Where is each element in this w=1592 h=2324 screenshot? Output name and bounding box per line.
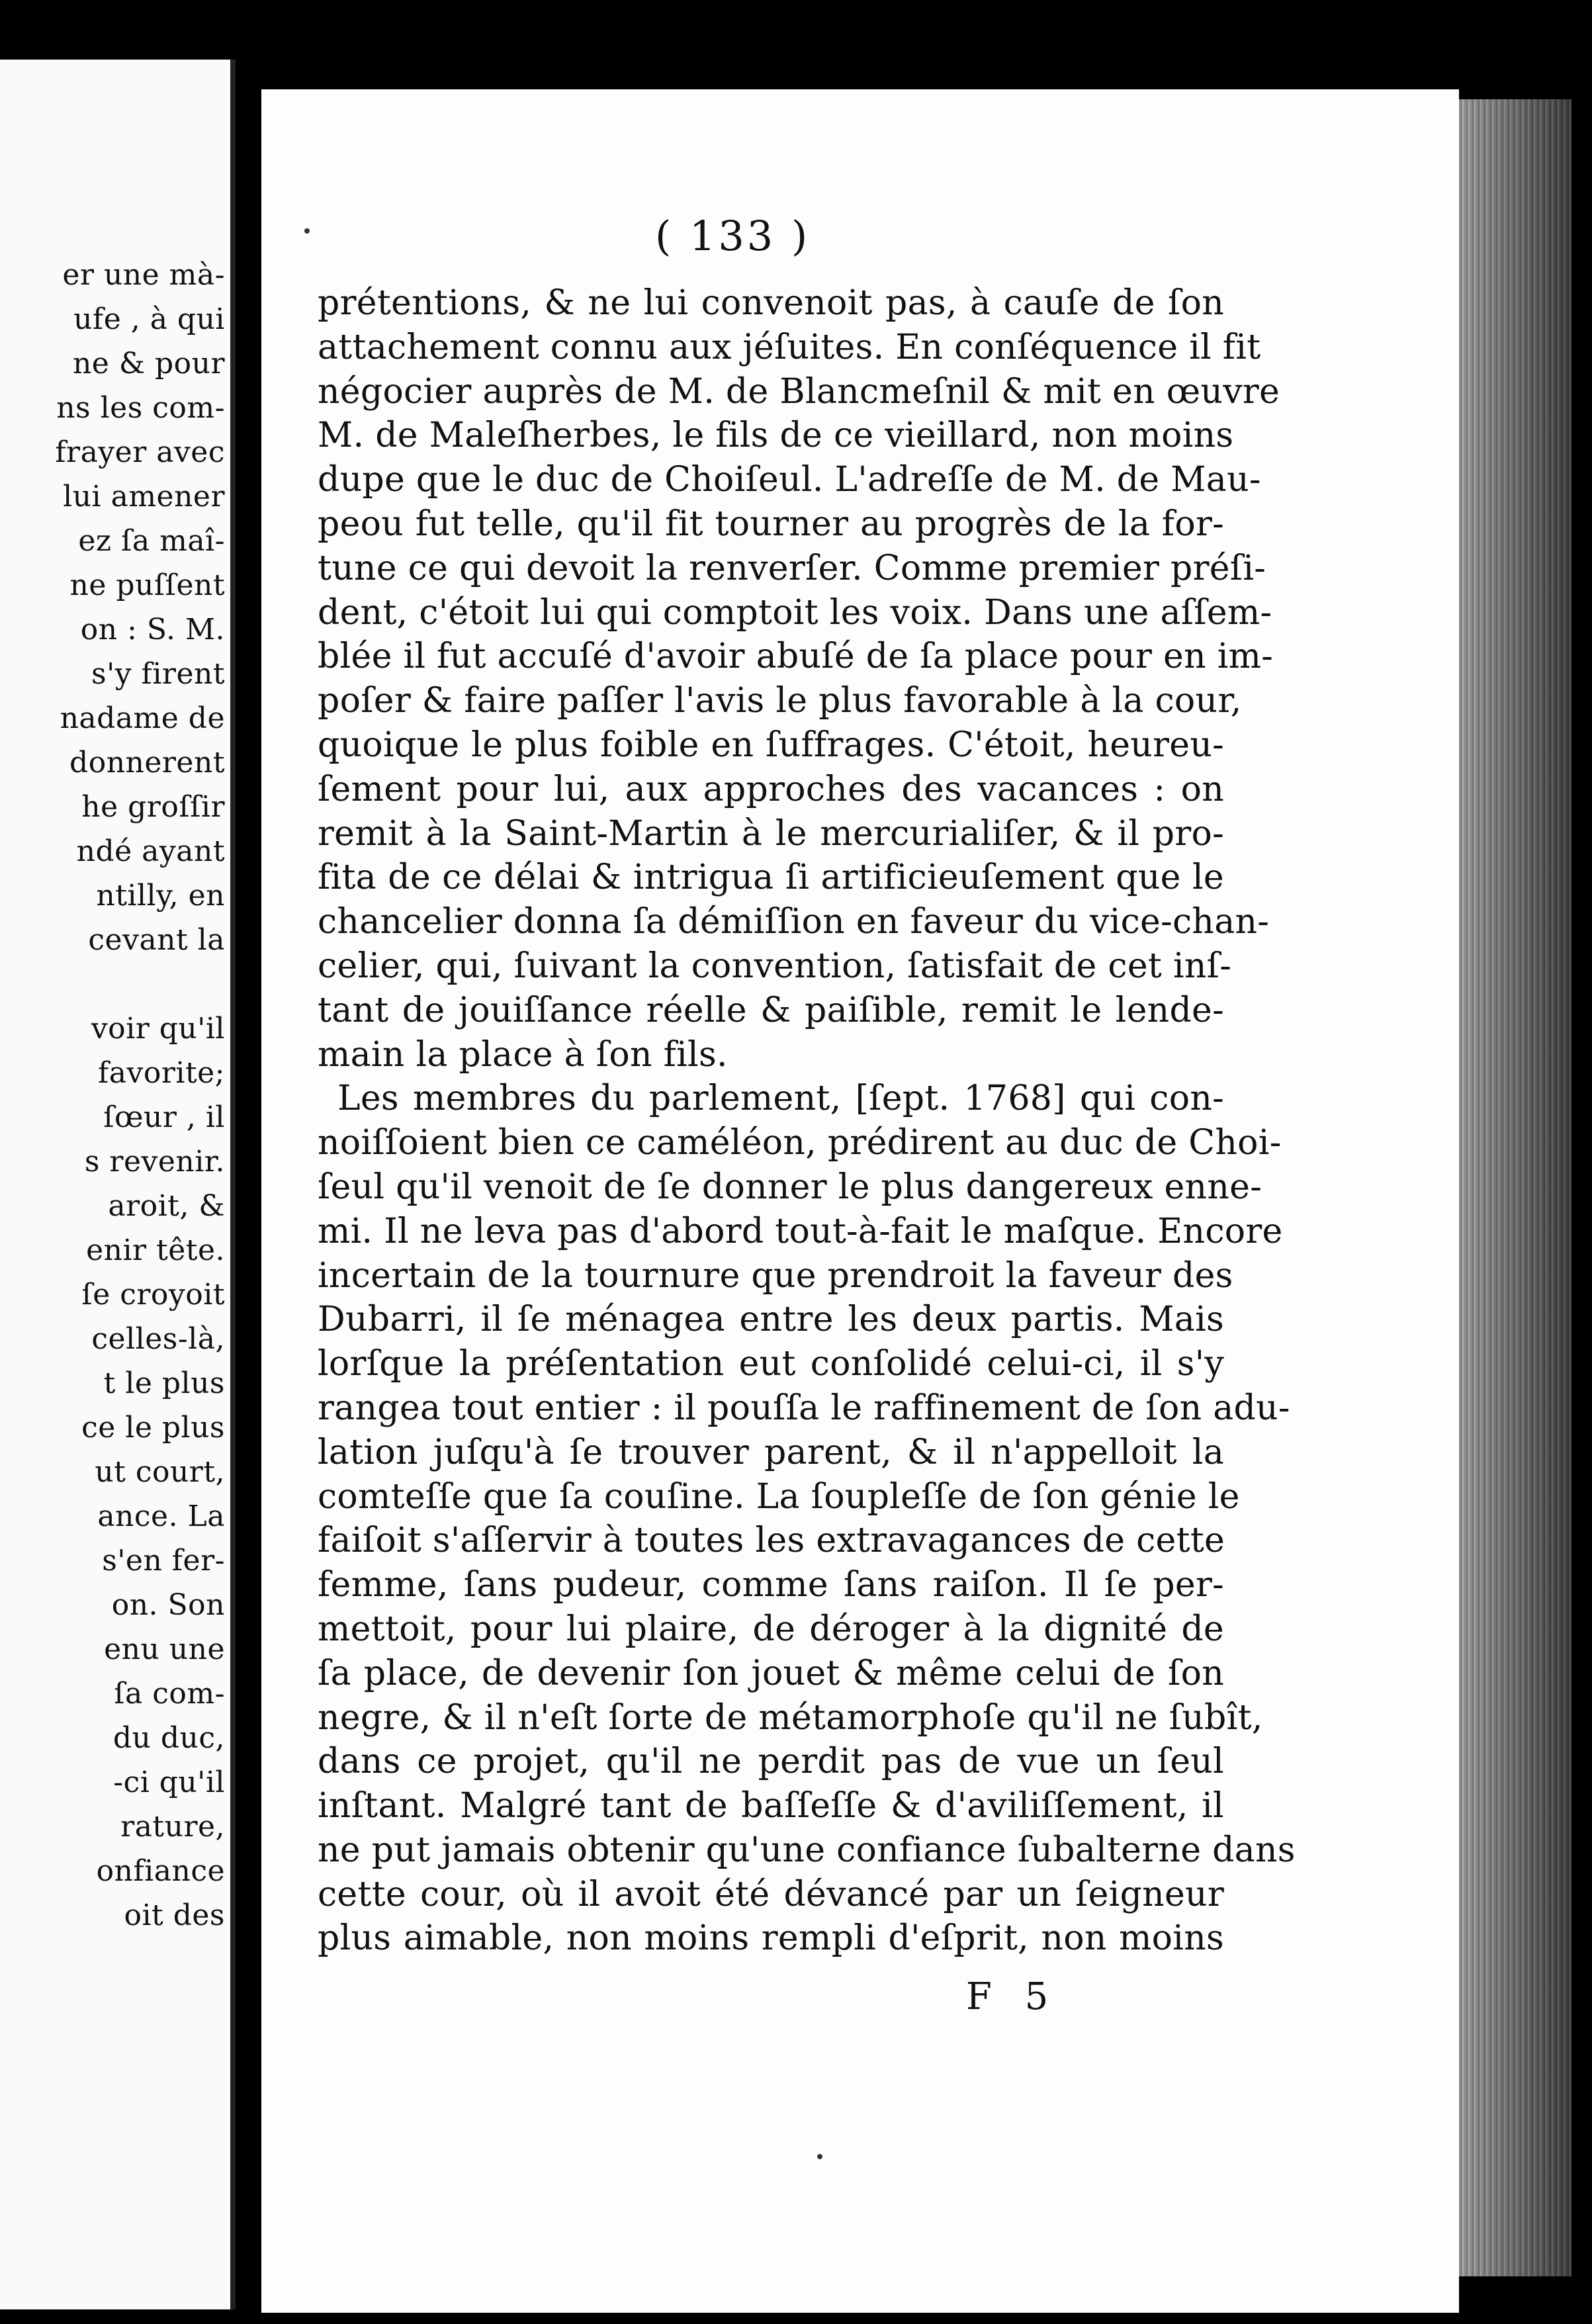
- text-line: femme, ſans pudeur, comme ſans raiſon. Il ſe per-: [318, 1565, 1224, 1605]
- facing-page-line: enu une: [104, 1632, 225, 1666]
- text-line: ſa place, de devenir ſon jouet & même celui de ſon: [318, 1653, 1224, 1693]
- text-line: ſeul qu'il venoit de ſe donner le plus dangereux enne-: [318, 1167, 1262, 1207]
- facing-page-line: ez ſa maî-: [78, 524, 225, 558]
- facing-page-line: he groſſir: [81, 790, 225, 824]
- facing-page-line: on : S. M.: [80, 613, 225, 647]
- text-line: main la place à ſon fils.: [318, 1034, 728, 1075]
- facing-page-line: rature,: [120, 1810, 225, 1844]
- facing-page-line: ufe , à qui: [73, 302, 225, 336]
- facing-page-line: voir qu'il: [91, 1012, 225, 1046]
- facing-page-line: ſa com-: [114, 1677, 225, 1711]
- facing-page-line: ne puſſent: [69, 568, 225, 602]
- ink-speck: [817, 2154, 822, 2159]
- text-line: comteſſe que ſa couſine. La ſoupleſſe de ſon génie le: [318, 1476, 1240, 1517]
- text-line: ne put jamais obtenir qu'une confiance ſubalterne dans: [318, 1830, 1296, 1870]
- text-line: celier, qui, ſuivant la convention, ſatisfait de cet inſ-: [318, 946, 1232, 986]
- text-line: negre, & il n'eſt ſorte de métamorphoſe qu'il ne ſubît,: [318, 1697, 1263, 1738]
- facing-page-line: s'y firent: [91, 657, 225, 691]
- text-line: Les membres du parlement, [ſept. 1768] qui con-: [337, 1079, 1224, 1119]
- facing-page-line: nadame de: [60, 701, 225, 735]
- facing-page-line: -ci qu'il: [113, 1765, 225, 1799]
- text-line: plus aimable, non moins rempli d'eſprit, non moins: [318, 1918, 1224, 1959]
- text-line: ſement pour lui, aux approches des vacances : on: [318, 769, 1224, 809]
- facing-page-line: s revenir.: [84, 1145, 225, 1179]
- facing-page-line: favorite;: [97, 1056, 225, 1090]
- text-line: dent, c'étoit lui qui comptoit les voix. Dans une aſſem-: [318, 592, 1272, 633]
- text-line: lation juſqu'à ſe trouver parent, & il n'appelloit la: [318, 1432, 1224, 1472]
- text-line: attachement connu aux jéſuites. En conſéquence il fit: [318, 327, 1261, 367]
- text-line: prétentions, & ne lui convenoit pas, à cauſe de ſon: [318, 283, 1224, 323]
- text-line: dupe que le duc de Choiſeul. L'adreſſe de M. de Mau-: [318, 460, 1261, 500]
- facing-page-line: enir tête.: [86, 1233, 225, 1267]
- text-line: poſer & faire paſſer l'avis le plus favorable à la cour,: [318, 681, 1242, 721]
- facing-page-line: donnerent: [69, 746, 225, 780]
- text-line: tant de jouiſſance réelle & paiſible, remit le lende-: [318, 990, 1224, 1030]
- facing-page-line: on. Son: [111, 1588, 225, 1622]
- text-line: incertain de la tournure que prendroit la faveur des: [318, 1255, 1233, 1296]
- text-line: dans ce projet, qu'il ne perdit pas de vue un ſeul: [318, 1742, 1224, 1782]
- text-line: remit à la Saint-Martin à le mercurialiſer, & il pro-: [318, 813, 1224, 854]
- facing-page-line: ndé ayant: [76, 834, 225, 868]
- text-line: cette cour, où il avoit été dévancé par un ſeigneur: [318, 1874, 1224, 1914]
- gutter-shadow: [230, 60, 236, 2309]
- text-line: lorſque la préſentation eut conſolidé celui-ci, il s'y: [318, 1344, 1224, 1384]
- page-number-header: ( 133 ): [655, 212, 811, 260]
- facing-page-line: ce le plus: [81, 1411, 225, 1445]
- text-line: mi. Il ne leva pas d'abord tout-à-fait le maſque. Encore: [318, 1211, 1283, 1251]
- facing-page-line: s'en fer-: [102, 1544, 225, 1578]
- text-line: mettoit, pour lui plaire, de déroger à la dignité de: [318, 1609, 1224, 1649]
- facing-page-line: celles-là,: [91, 1322, 225, 1356]
- facing-page-line: er une mà-: [62, 258, 225, 292]
- facing-page-line: cevant la: [88, 923, 225, 957]
- text-line: chancelier donna ſa démiſſion en faveur du vice-chan-: [318, 902, 1270, 942]
- facing-page-line: ut court,: [95, 1455, 225, 1489]
- facing-page-line: ntilly, en: [96, 879, 225, 913]
- facing-page: [0, 60, 236, 2309]
- text-line: négocier auprès de M. de Blancmeſnil & mit en œuvre: [318, 371, 1280, 412]
- facing-page-line: t le plus: [103, 1366, 225, 1400]
- text-line: tune ce qui devoit la renverſer. Comme premier préſi-: [318, 548, 1266, 588]
- text-line: faiſoit s'aſſervir à toutes les extravagances de cette: [318, 1521, 1225, 1561]
- text-line: M. de Maleſherbes, le fils de ce vieillard, non moins: [318, 416, 1234, 456]
- text-line: quoique le plus foible en ſuffrages. C'étoit, heureu-: [318, 725, 1224, 765]
- facing-page-line: lui amener: [63, 480, 225, 514]
- book-page-edges: [1459, 99, 1571, 2276]
- text-line: noiſſoient bien ce caméléon, prédirent au duc de Choi-: [318, 1123, 1282, 1163]
- facing-page-line: du duc,: [112, 1721, 225, 1755]
- text-line: rangea tout entier : il pouſſa le raffinement de ſon adu-: [318, 1388, 1290, 1428]
- ink-speck: [304, 228, 310, 234]
- body-text: [318, 281, 1296, 1961]
- facing-page-line: ſœur , il: [103, 1100, 225, 1134]
- facing-page-line: ance. La: [97, 1499, 225, 1533]
- text-line: blée il fut accuſé d'avoir abuſé de ſa place pour en im-: [318, 637, 1274, 677]
- facing-page-line: onfiance: [96, 1854, 225, 1888]
- text-line: fita de ce délai & intrigua ſi artificieuſement que le: [318, 858, 1224, 898]
- text-line: Dubarri, il ſe ménagea entre les deux partis. Mais: [318, 1300, 1224, 1340]
- facing-page-line: aroit, &: [108, 1189, 225, 1223]
- facing-page-line: oit des: [124, 1899, 225, 1932]
- facing-page-line: ne & pour: [72, 347, 225, 380]
- facing-page-line: frayer avec: [55, 435, 225, 469]
- facing-page-line: ſe croyoit: [81, 1278, 225, 1312]
- text-line: inſtant. Malgré tant de baſſeſſe & d'aviliſſement, il: [318, 1786, 1224, 1826]
- text-line: peou fut telle, qu'il fit tourner au progrès de la for-: [318, 504, 1224, 544]
- printer-signature-mark: F 5: [966, 1975, 1059, 2018]
- facing-page-line: ns les com-: [56, 391, 225, 425]
